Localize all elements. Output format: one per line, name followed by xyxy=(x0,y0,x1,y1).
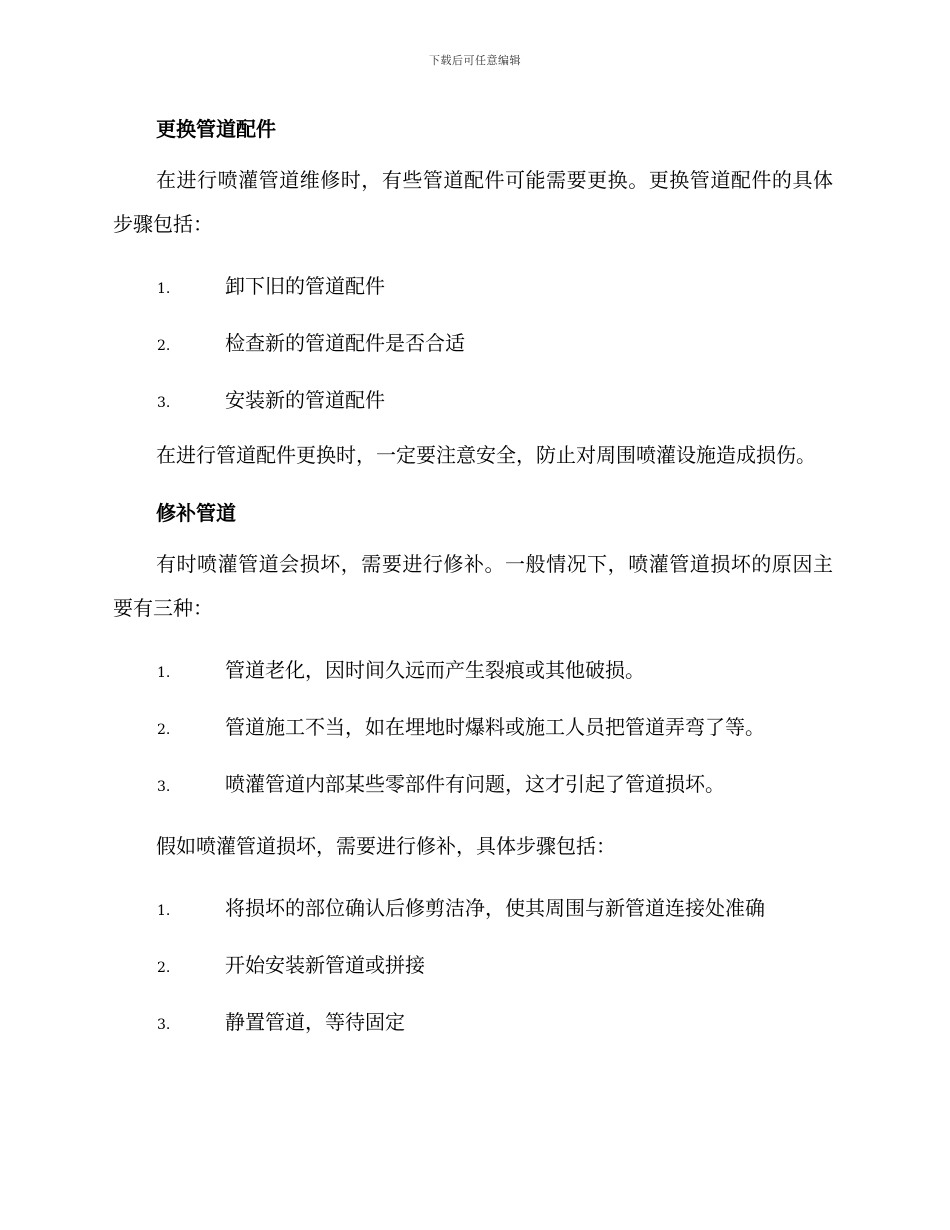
list-item xyxy=(113,948,833,982)
list-item-text: 卸下旧的管道配件 xyxy=(225,274,385,298)
list-number: 2. xyxy=(157,722,171,738)
list-item xyxy=(113,710,833,744)
section2-intro-paragraph: 有时喷灌管道会损坏，需要进行修补。一般情况下，喷灌管道损坏的原因主要有三种： xyxy=(113,552,833,620)
list-item-text: 喷灌管道内部某些零部件有问题，这才引起了管道损坏。 xyxy=(225,772,725,796)
list-item xyxy=(113,1005,833,1039)
list-number: 1. xyxy=(157,903,171,919)
list-item xyxy=(113,383,833,417)
list-item-text: 管道施工不当，如在埋地时爆料或施工人员把管道弄弯了等。 xyxy=(225,715,765,739)
list-number: 3. xyxy=(157,779,171,795)
list-item xyxy=(113,269,833,303)
list-item-text: 静置管道，等待固定 xyxy=(225,1010,405,1034)
list-item xyxy=(113,891,833,925)
list-item xyxy=(113,653,833,687)
list-item-text: 安装新的管道配件 xyxy=(225,388,385,412)
section2-repair-intro: 假如喷灌管道损坏，需要进行修补，具体步骤包括： xyxy=(156,834,616,858)
list-number: 3. xyxy=(157,1017,171,1033)
list-item-text: 开始安装新管道或拼接 xyxy=(225,953,425,977)
list-item-text: 管道老化，因时间久远而产生裂痕或其他破损。 xyxy=(225,658,645,682)
list-number: 3. xyxy=(157,395,171,411)
list-item-text: 将损坏的部位确认后修剪洁净，使其周围与新管道连接处准确 xyxy=(225,896,765,920)
list-number: 2. xyxy=(157,338,171,354)
section-heading-replace-fittings: 更换管道配件 xyxy=(156,117,276,141)
list-item xyxy=(113,326,833,360)
list-item xyxy=(113,767,833,801)
section2-causes-list xyxy=(113,653,833,801)
section1-intro-paragraph: 在进行喷灌管道维修时，有些管道配件可能需要更换。更换管道配件的具体步骤包括： xyxy=(113,168,833,236)
section-heading-repair-pipe: 修补管道 xyxy=(156,501,236,525)
list-number: 2. xyxy=(157,960,171,976)
list-number: 1. xyxy=(157,665,171,681)
section2-repair-steps-list xyxy=(113,891,833,1039)
list-item-text: 检查新的管道配件是否合适 xyxy=(225,331,465,355)
section1-steps-list xyxy=(113,269,833,417)
list-number: 1. xyxy=(157,281,171,297)
section1-safety-note: 在进行管道配件更换时，一定要注意安全，防止对周围喷灌设施造成损伤。 xyxy=(156,443,816,467)
page-header: 下载后可任意编辑 xyxy=(429,54,521,67)
document-body xyxy=(113,112,833,1039)
